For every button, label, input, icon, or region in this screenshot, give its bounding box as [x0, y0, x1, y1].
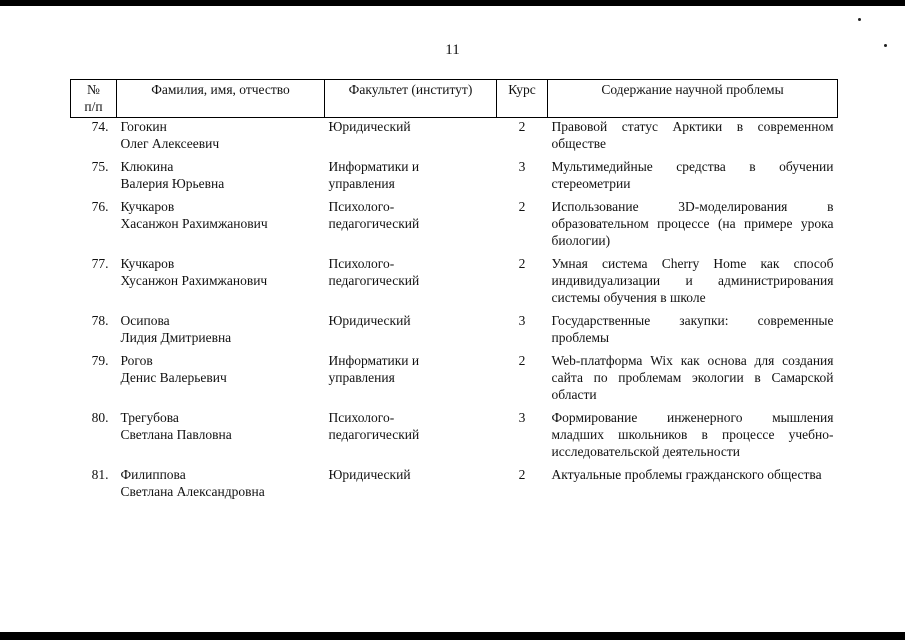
research-topic: Умная система Cherry Home как способ индивидуализации и администрирования системы обучения в школе — [551, 256, 834, 305]
research-topic: Формирование инженерного мышления младших школьников в процессе учебно-исследовательской деятельности — [551, 410, 834, 459]
table-body — [71, 118, 838, 507]
research-topic: Актуальные проблемы гражданского общества — [551, 467, 822, 482]
research-topic: Мультимедийные средства в обучении стереометрии — [551, 159, 834, 191]
student-course: 2 — [518, 256, 526, 271]
student-name — [117, 409, 325, 466]
student-course: 2 — [518, 119, 526, 134]
table-row — [71, 466, 838, 506]
table-row — [71, 352, 838, 409]
student-faculty — [325, 352, 497, 409]
student-faculty — [325, 409, 497, 466]
row-number: 78. — [91, 313, 109, 328]
row-number: 80. — [91, 410, 109, 425]
student-name — [117, 158, 325, 198]
header-course: Курс — [497, 80, 548, 118]
faculty-line2: управления — [328, 176, 395, 191]
faculty-line2: педагогический — [328, 216, 420, 231]
student-surname: Рогов — [120, 353, 153, 368]
page-number: 11 — [445, 42, 460, 58]
faculty-line1: Юридический — [328, 467, 411, 482]
research-topic: Правовой статус Арктики в современном обществе — [551, 119, 834, 151]
student-surname: Осипова — [120, 313, 170, 328]
row-number: 77. — [91, 256, 109, 271]
student-faculty — [325, 466, 497, 506]
student-name — [117, 255, 325, 312]
student-surname: Трегубова — [120, 410, 179, 425]
faculty-line1: Психолого- — [328, 199, 395, 214]
student-course: 3 — [518, 159, 526, 174]
faculty-line1: Информатики и — [328, 159, 420, 174]
student-course: 2 — [518, 467, 526, 482]
table-row — [71, 158, 838, 198]
student-faculty — [325, 255, 497, 312]
student-name — [117, 352, 325, 409]
faculty-line2: педагогический — [328, 427, 420, 442]
header-topic: Содержание научной проблемы — [548, 80, 838, 118]
faculty-line1: Психолого- — [328, 256, 395, 271]
student-name — [117, 118, 325, 159]
student-course: 3 — [518, 313, 526, 328]
student-surname: Клюкина — [120, 159, 174, 174]
header-number-line1: № — [87, 82, 100, 97]
student-surname: Филиппова — [120, 467, 186, 482]
student-given-names: Олег Алексеевич — [120, 136, 220, 151]
faculty-line2: управления — [328, 370, 395, 385]
research-topic: Web-платформа Wix как основа для создания сайта по проблемам экологии в Самарской области — [551, 353, 834, 402]
research-topic: Государственные закупки: современные проблемы — [551, 313, 834, 345]
row-number: 81. — [91, 467, 109, 482]
student-surname: Кучкаров — [120, 199, 175, 214]
student-given-names: Хасанжон Рахимжанович — [120, 216, 268, 231]
student-course: 3 — [518, 410, 526, 425]
student-faculty — [325, 118, 497, 159]
top-border-rule — [0, 0, 905, 6]
research-topic: Использование 3D-моделирования в образовательном процессе (на примере урока биологии) — [551, 199, 834, 248]
row-number: 79. — [91, 353, 109, 368]
student-surname: Кучкаров — [120, 256, 175, 271]
student-name — [117, 198, 325, 255]
faculty-line1: Юридический — [328, 119, 411, 134]
row-number: 74. — [91, 119, 109, 134]
table-row — [71, 312, 838, 352]
faculty-line1: Юридический — [328, 313, 411, 328]
faculty-line1: Информатики и — [328, 353, 420, 368]
student-name — [117, 312, 325, 352]
student-given-names: Светлана Павловна — [120, 427, 232, 442]
student-given-names: Светлана Александровна — [120, 484, 265, 499]
student-surname: Гогокин — [120, 119, 167, 134]
student-course: 2 — [518, 353, 526, 368]
student-faculty — [325, 158, 497, 198]
student-course: 2 — [518, 199, 526, 214]
faculty-line1: Психолого- — [328, 410, 395, 425]
table-row — [71, 255, 838, 312]
table-row — [71, 198, 838, 255]
bottom-border-rule — [0, 632, 905, 640]
scan-speck — [858, 18, 861, 21]
table-row — [71, 409, 838, 466]
header-number — [71, 80, 117, 118]
student-faculty — [325, 198, 497, 255]
table-row — [71, 118, 838, 159]
student-given-names: Денис Валерьевич — [120, 370, 227, 385]
faculty-line2: педагогический — [328, 273, 420, 288]
header-faculty: Факультет (институт) — [325, 80, 497, 118]
student-given-names: Лидия Дмитриевна — [120, 330, 232, 345]
header-number-line2: п/п — [84, 99, 103, 114]
students-table — [70, 79, 838, 506]
row-number: 75. — [91, 159, 109, 174]
header-name: Фамилия, имя, отчество — [117, 80, 325, 118]
student-given-names: Валерия Юрьевна — [120, 176, 225, 191]
student-faculty — [325, 312, 497, 352]
row-number: 76. — [91, 199, 109, 214]
table-header — [71, 80, 838, 118]
student-name — [117, 466, 325, 506]
student-given-names: Хусанжон Рахимжанович — [120, 273, 268, 288]
